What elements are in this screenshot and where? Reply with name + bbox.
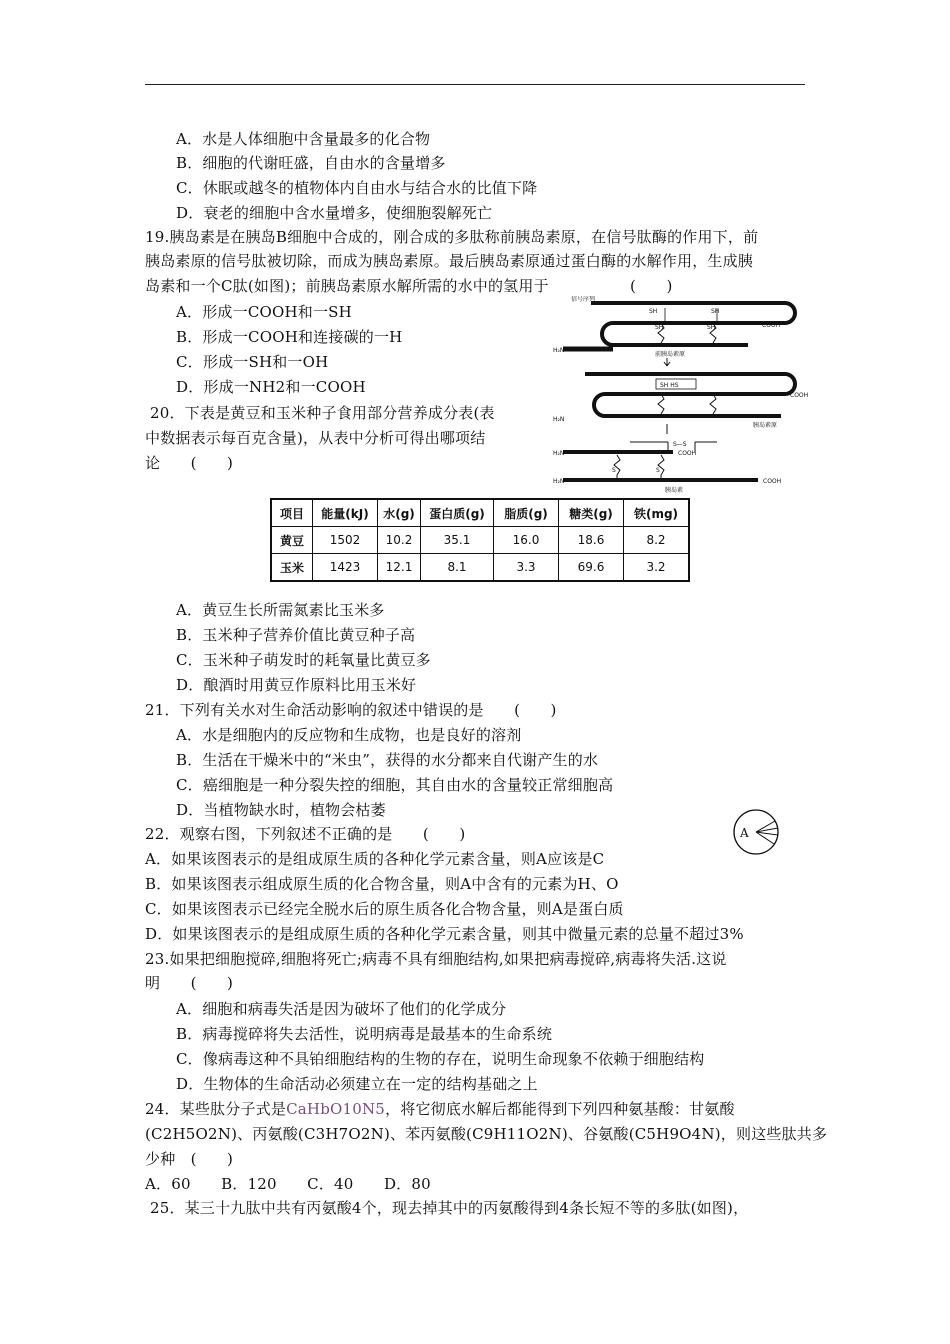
q23-option-c: C．像病毒这种不具铂细胞结构的生物的存在，说明生命现象不依赖于细胞结构	[176, 1050, 705, 1068]
q22-option-b: B．如果该图表示组成原生质的化合物含量，则A中含有的元素为H、O	[145, 875, 619, 893]
q23-option-b: B．病毒搅碎将失去活性，说明病毒是最基本的生命系统	[176, 1025, 553, 1043]
table-header: 水(g)	[378, 499, 421, 527]
q19-option-c: C．形成一SH和一OH	[176, 353, 329, 371]
table-cell: 玉米	[271, 554, 313, 582]
q24-stem-line2: (C2H5O2N)、丙氨酸(C3H7O2N)、苯丙氨酸(C9H11O2N)、谷氨酸(C5H9O4N)，则这些肽共多	[145, 1125, 828, 1143]
q18-option-d: D．衰老的细胞中含水量增多，使细胞裂解死亡	[176, 204, 493, 222]
q18-option-b: B．细胞的代谢旺盛，自由水的含量增多	[176, 154, 446, 172]
q22-option-d: D．如果该图表示的是组成原生质的各种化学元素含量，则其中微量元素的总量不超过3%	[145, 925, 744, 943]
q24-stem-start: 24．某些肽分子式是	[145, 1100, 287, 1118]
table-cell: 3.2	[624, 554, 690, 582]
q25-stem: 25．某三十九肽中共有丙氨酸4个，现去掉其中的丙氨酸得到4条长短不等的多肽(如图)，	[150, 1199, 749, 1217]
q24-formula: CaHbO10N5	[286, 1100, 386, 1118]
diagram-pro-label: 胰岛素原	[753, 422, 778, 429]
q24-stem-line1	[145, 1098, 735, 1120]
diagram-sh-3: SH	[655, 324, 664, 331]
q19-answer-bracket: ( )	[630, 277, 673, 295]
table-cell: 8.2	[624, 527, 690, 554]
table-header: 能量(kJ)	[313, 499, 378, 527]
diagram-ins-label: 胰岛素	[665, 487, 684, 494]
diagram-ss: S—S	[673, 441, 687, 448]
diagram-s-1: S	[612, 467, 616, 474]
table-cell: 12.1	[378, 554, 421, 582]
q22-option-c: C．如果该图表示已经完全脱水后的原生质各化合物含量，则A是蛋白质	[145, 900, 624, 918]
diagram-signal-label: 信号序列	[571, 296, 596, 303]
q20-option-a: A．黄豆生长所需氮素比玉米多	[176, 601, 385, 619]
table-header: 蛋白质(g)	[421, 499, 494, 527]
q23-stem-line1: 23.如果把细胞搅碎,细胞将死亡;病毒不具有细胞结构,如果把病毒搅碎,病毒将失活.这说	[145, 950, 727, 968]
table-header-row	[271, 499, 689, 527]
diagram-sh-4: SH	[707, 324, 716, 331]
q19-stem-line3: 岛素和一个C肽(如图)；前胰岛素原水解所需的水中的氢用于	[145, 277, 549, 295]
q22-stem: 22．观察右图，下列叙述不正确的是 ( )	[145, 825, 466, 843]
q21-option-b: B．生活在干燥米中的“米虫”，获得的水分都来自代谢产生的水	[176, 751, 599, 769]
q18-option-c: C．休眠或越冬的植物体内自由水与结合水的比值下降	[176, 179, 538, 197]
q22-option-a: A．如果该图表示的是组成原生质的各种化学元素含量，则A应该是C	[145, 850, 605, 868]
diagram-sh-1: SH	[649, 308, 658, 315]
diagram-sh-2: SH	[711, 308, 720, 315]
nutrition-table	[270, 498, 690, 582]
pie-figure	[730, 806, 784, 858]
q18-option-a: A．水是人体细胞中含量最多的化合物	[176, 130, 431, 148]
q24-stem-rest: ，将它彻底水解后都能得到下列四种氨基酸：甘氨酸	[385, 1100, 735, 1118]
q19-option-d: D．形成一NH2和一COOH	[176, 378, 366, 396]
table-cell: 1502	[313, 527, 378, 554]
table-header: 项目	[271, 499, 313, 527]
q19-stem-line1: 19.胰岛素是在胰岛B细胞中合成的，刚合成的多肽称前胰岛素原，在信号肽酶的作用下，前	[145, 228, 759, 246]
q20-stem-line2: 中数据表示每百克含量)，从表中分析可得出哪项结	[145, 429, 486, 447]
diagram-h2n-4: H₂N	[553, 478, 565, 485]
diagram-shhs: SH HS	[660, 382, 679, 389]
q19-option-a: A．形成一COOH和一SH	[176, 303, 352, 321]
q23-option-a: A．细胞和病毒失活是因为破坏了他们的化学成分	[176, 1000, 507, 1018]
q21-stem: 21．下列有关水对生命活动影响的叙述中错误的是 ( )	[145, 701, 557, 719]
table-row	[271, 554, 689, 582]
q19-option-b: B．形成一COOH和连接碳的一H	[176, 328, 403, 346]
diagram-pre-label: 前胰岛素原	[655, 351, 686, 358]
q24-stem-line3: 少种 ( )	[145, 1150, 234, 1168]
diagram-h2n-3: H₂N	[553, 450, 565, 457]
table-header: 铁(mg)	[624, 499, 690, 527]
diagram-h2n-2: H₂N	[553, 416, 565, 423]
q21-option-d: D．当植物缺水时，植物会枯萎	[176, 801, 386, 819]
table-header: 糖类(g)	[559, 499, 624, 527]
q20-option-b: B．玉米种子营养价值比黄豆种子高	[176, 626, 416, 644]
header-rule	[145, 84, 805, 85]
q24-options: A．60 B．120 C．40 D．80	[145, 1175, 431, 1193]
diagram-cooh-2: COOH	[790, 392, 809, 399]
diagram-h2n-1: H₂N	[553, 347, 565, 354]
diagram-cooh-3: COOH	[678, 450, 697, 457]
diagram-s-2: S	[656, 467, 660, 474]
q20-stem-line1: 20．下表是黄豆和玉米种子食用部分营养成分表(表	[150, 404, 495, 422]
q20-stem-line3: 论 ( )	[145, 454, 234, 472]
table-cell: 16.0	[494, 527, 559, 554]
insulin-processing-diagram	[553, 296, 815, 496]
table-cell: 1423	[313, 554, 378, 582]
q21-option-a: A．水是细胞内的反应物和生成物，也是良好的溶剂	[176, 726, 522, 744]
q21-option-c: C．癌细胞是一种分裂失控的细胞，其自由水的含量较正常细胞高	[176, 776, 614, 794]
q23-option-d: D．生物体的生命活动必须建立在一定的结构基础之上	[176, 1075, 538, 1093]
pie-label-a: A	[740, 826, 749, 840]
table-cell: 黄豆	[271, 527, 313, 554]
table-row	[271, 527, 689, 554]
table-cell: 8.1	[421, 554, 494, 582]
q20-option-d: D．酿酒时用黄豆作原料比用玉米好	[176, 676, 417, 694]
table-cell: 69.6	[559, 554, 624, 582]
diagram-cooh-4: COOH	[763, 478, 782, 485]
table-cell: 10.2	[378, 527, 421, 554]
diagram-cooh-1: COOH	[762, 322, 781, 329]
table-header: 脂质(g)	[494, 499, 559, 527]
q23-stem-line2: 明 ( )	[145, 974, 234, 992]
table-cell: 18.6	[559, 527, 624, 554]
table-cell: 3.3	[494, 554, 559, 582]
table-cell: 35.1	[421, 527, 494, 554]
q19-stem-line2: 胰岛素原的信号肽被切除，而成为胰岛素原。最后胰岛素原通过蛋白酶的水解作用，生成胰	[145, 252, 754, 270]
q20-option-c: C．玉米种子萌发时的耗氧量比黄豆多	[176, 651, 431, 669]
